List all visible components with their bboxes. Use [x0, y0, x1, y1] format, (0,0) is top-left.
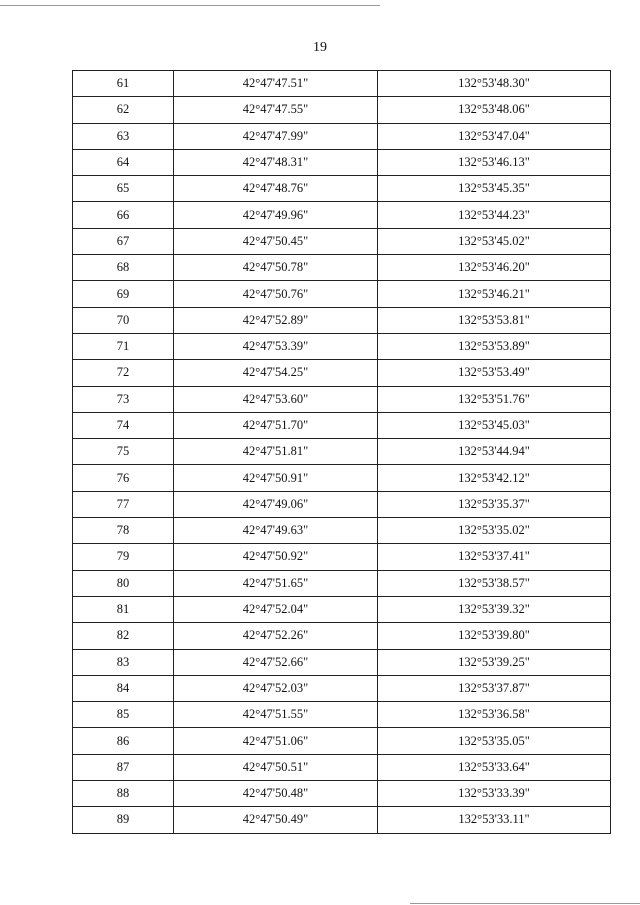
point-number-cell: 89: [73, 807, 174, 833]
latitude-cell: 42°47'52.03": [174, 675, 378, 701]
longitude-cell: 132°53'44.94": [378, 439, 611, 465]
latitude-cell: 42°47'50.92": [174, 544, 378, 570]
table-row: [73, 307, 611, 333]
table-row: [73, 281, 611, 307]
point-number-cell: 83: [73, 649, 174, 675]
longitude-cell: 132°53'47.04": [378, 123, 611, 149]
longitude-cell: 132°53'46.21": [378, 281, 611, 307]
point-number-cell: 67: [73, 228, 174, 254]
scan-edge-bottom: [410, 903, 640, 904]
latitude-cell: 42°47'49.63": [174, 518, 378, 544]
coordinates-table: [72, 70, 611, 834]
point-number-cell: 75: [73, 439, 174, 465]
point-number-cell: 88: [73, 781, 174, 807]
latitude-cell: 42°47'50.49": [174, 807, 378, 833]
longitude-cell: 132°53'35.05": [378, 728, 611, 754]
latitude-cell: 42°47'52.26": [174, 623, 378, 649]
table-row: [73, 255, 611, 281]
point-number-cell: 74: [73, 412, 174, 438]
page-number: 19: [313, 40, 327, 55]
latitude-cell: 42°47'48.76": [174, 176, 378, 202]
table-row: [73, 71, 611, 97]
point-number-cell: 73: [73, 386, 174, 412]
point-number-cell: 61: [73, 71, 174, 97]
table-row: [73, 702, 611, 728]
latitude-cell: 42°47'47.99": [174, 123, 378, 149]
longitude-cell: 132°53'37.41": [378, 544, 611, 570]
table-row: [73, 623, 611, 649]
table-row: [73, 465, 611, 491]
latitude-cell: 42°47'49.96": [174, 202, 378, 228]
longitude-cell: 132°53'48.30": [378, 71, 611, 97]
longitude-cell: 132°53'39.25": [378, 649, 611, 675]
longitude-cell: 132°53'53.81": [378, 307, 611, 333]
latitude-cell: 42°47'51.06": [174, 728, 378, 754]
table-row: [73, 333, 611, 359]
table-row: [73, 386, 611, 412]
latitude-cell: 42°47'50.91": [174, 465, 378, 491]
table-row: [73, 754, 611, 780]
longitude-cell: 132°53'46.20": [378, 255, 611, 281]
point-number-cell: 82: [73, 623, 174, 649]
latitude-cell: 42°47'51.65": [174, 570, 378, 596]
table-row: [73, 781, 611, 807]
point-number-cell: 81: [73, 596, 174, 622]
latitude-cell: 42°47'47.51": [174, 71, 378, 97]
point-number-cell: 76: [73, 465, 174, 491]
table-row: [73, 439, 611, 465]
point-number-cell: 84: [73, 675, 174, 701]
table-row: [73, 596, 611, 622]
latitude-cell: 42°47'52.89": [174, 307, 378, 333]
longitude-cell: 132°53'48.06": [378, 97, 611, 123]
point-number-cell: 85: [73, 702, 174, 728]
table-row: [73, 360, 611, 386]
table-row: [73, 491, 611, 517]
table-row: [73, 149, 611, 175]
table-row: [73, 202, 611, 228]
longitude-cell: 132°53'37.87": [378, 675, 611, 701]
point-number-cell: 86: [73, 728, 174, 754]
point-number-cell: 63: [73, 123, 174, 149]
table-row: [73, 649, 611, 675]
longitude-cell: 132°53'51.76": [378, 386, 611, 412]
point-number-cell: 79: [73, 544, 174, 570]
table-row: [73, 544, 611, 570]
table-row: [73, 228, 611, 254]
longitude-cell: 132°53'33.39": [378, 781, 611, 807]
table-row: [73, 807, 611, 833]
latitude-cell: 42°47'47.55": [174, 97, 378, 123]
table-row: [73, 728, 611, 754]
point-number-cell: 64: [73, 149, 174, 175]
point-number-cell: 69: [73, 281, 174, 307]
longitude-cell: 132°53'45.02": [378, 228, 611, 254]
latitude-cell: 42°47'49.06": [174, 491, 378, 517]
scan-edge-top: [0, 5, 380, 6]
latitude-cell: 42°47'51.55": [174, 702, 378, 728]
point-number-cell: 87: [73, 754, 174, 780]
point-number-cell: 66: [73, 202, 174, 228]
longitude-cell: 132°53'33.11": [378, 807, 611, 833]
latitude-cell: 42°47'51.81": [174, 439, 378, 465]
latitude-cell: 42°47'50.48": [174, 781, 378, 807]
point-number-cell: 78: [73, 518, 174, 544]
longitude-cell: 132°53'44.23": [378, 202, 611, 228]
table-row: [73, 176, 611, 202]
latitude-cell: 42°47'52.66": [174, 649, 378, 675]
table-row: [73, 518, 611, 544]
table-row: [73, 675, 611, 701]
latitude-cell: 42°47'50.76": [174, 281, 378, 307]
longitude-cell: 132°53'53.49": [378, 360, 611, 386]
latitude-cell: 42°47'48.31": [174, 149, 378, 175]
longitude-cell: 132°53'42.12": [378, 465, 611, 491]
longitude-cell: 132°53'38.57": [378, 570, 611, 596]
table-row: [73, 570, 611, 596]
point-number-cell: 71: [73, 333, 174, 359]
point-number-cell: 68: [73, 255, 174, 281]
longitude-cell: 132°53'39.32": [378, 596, 611, 622]
latitude-cell: 42°47'54.25": [174, 360, 378, 386]
latitude-cell: 42°47'53.39": [174, 333, 378, 359]
point-number-cell: 72: [73, 360, 174, 386]
latitude-cell: 42°47'52.04": [174, 596, 378, 622]
longitude-cell: 132°53'46.13": [378, 149, 611, 175]
latitude-cell: 42°47'51.70": [174, 412, 378, 438]
longitude-cell: 132°53'36.58": [378, 702, 611, 728]
point-number-cell: 80: [73, 570, 174, 596]
point-number-cell: 77: [73, 491, 174, 517]
longitude-cell: 132°53'53.89": [378, 333, 611, 359]
longitude-cell: 132°53'45.03": [378, 412, 611, 438]
coordinates-table-body: [73, 71, 611, 834]
longitude-cell: 132°53'39.80": [378, 623, 611, 649]
latitude-cell: 42°47'50.45": [174, 228, 378, 254]
point-number-cell: 62: [73, 97, 174, 123]
table-row: [73, 97, 611, 123]
point-number-cell: 65: [73, 176, 174, 202]
table-row: [73, 412, 611, 438]
point-number-cell: 70: [73, 307, 174, 333]
longitude-cell: 132°53'35.02": [378, 518, 611, 544]
latitude-cell: 42°47'50.78": [174, 255, 378, 281]
longitude-cell: 132°53'45.35": [378, 176, 611, 202]
longitude-cell: 132°53'35.37": [378, 491, 611, 517]
latitude-cell: 42°47'53.60": [174, 386, 378, 412]
table-row: [73, 123, 611, 149]
latitude-cell: 42°47'50.51": [174, 754, 378, 780]
longitude-cell: 132°53'33.64": [378, 754, 611, 780]
